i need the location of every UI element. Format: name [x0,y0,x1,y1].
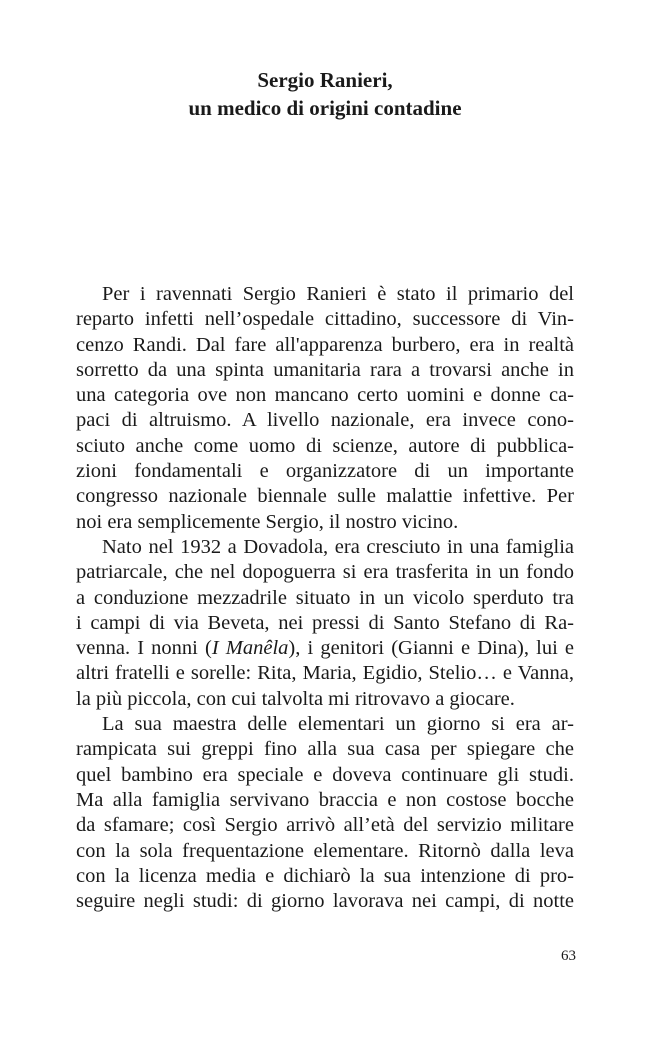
body-text [76,282,574,914]
paragraph-3-line: da sfamare; così Sergio arrivò all’età del servizio militare [76,814,574,837]
chapter-title [0,66,650,122]
paragraph-2-line: patriarcale, che nel dopoguerra si era trasferita in un fondo [76,561,574,584]
page-number: 63 [561,948,576,964]
paragraph-2-line: la più piccola, con cui talvolta mi ritrovavo a giocare. [76,687,515,710]
paragraph-1-line: Per i ravennati Sergio Ranieri è stato il primario del [102,283,574,305]
paragraph-3-line: La sua maestra delle elementari un giorno si era ar- [102,713,574,736]
paragraph-1-line: sciuto anche come uomo di scienze, autore di pubblica- [76,434,574,457]
paragraph-3-line: con la licenza media e dichiarò la sua intenzione di pro- [76,864,574,887]
paragraph-1-line: cenzo Randi. Dal fare all'apparenza burbero, era in realtà [76,333,574,356]
paragraph-3-line: quel bambino era speciale e doveva continuare gli studi. [76,763,574,786]
paragraph-3-line: Ma alla famiglia servivano braccia e non costose bocche [76,788,574,811]
paragraph-2-line-5-after: ), i genitori (Gianni e Dina), lui e [288,637,575,660]
paragraph-1-line: sorretto da una spinta umanitaria rara a trovarsi anche in [76,358,574,381]
paragraph-1-line: zioni fondamentali e organizzatore di un importante [76,460,574,483]
paragraph-2-line-5-before: venna. I nonni ( [76,637,212,660]
chapter-title-line-1: Sergio Ranieri, [257,68,393,92]
paragraph-1-line: paci di altruismo. A livello nazionale, era invece cono- [76,409,574,432]
paragraph-2-line: Nato nel 1932 a Dovadola, era cresciuto in una famiglia [102,535,574,558]
paragraph-2-line [76,636,574,661]
nickname-italic: I Manêla [211,637,289,660]
paragraph-3-line: con la sola frequentazione elementare. Ritornò dalla leva [76,839,574,862]
paragraph-1-line: noi era semplicemente Sergio, il nostro vicino. [76,510,459,533]
chapter-title-line-2: un medico di origini contadine [188,96,462,120]
paragraph-3-line: seguire negli studi: di giorno lavorava nei campi, di notte [76,890,574,913]
paragraph-2-line: i campi di via Beveta, nei pressi di Santo Stefano di Ra- [76,611,574,634]
paragraph-3-line: rampicata sui greppi fino alla sua casa per spiegare che [76,738,574,761]
paragraph-2-line: altri fratelli e sorelle: Rita, Maria, Egidio, Stelio… e Vanna, [76,662,574,685]
paragraph-1-line: una categoria ove non mancano certo uomini e donne ca- [76,384,574,407]
paragraph-1-line: congresso nazionale biennale sulle malattie infettive. Per [76,485,574,508]
paragraph-2-line: a conduzione mezzadrile situato in un vicolo sperduto tra [76,586,574,609]
paragraph-1-line: reparto infetti nell’ospedale cittadino, successore di Vin- [76,308,574,331]
